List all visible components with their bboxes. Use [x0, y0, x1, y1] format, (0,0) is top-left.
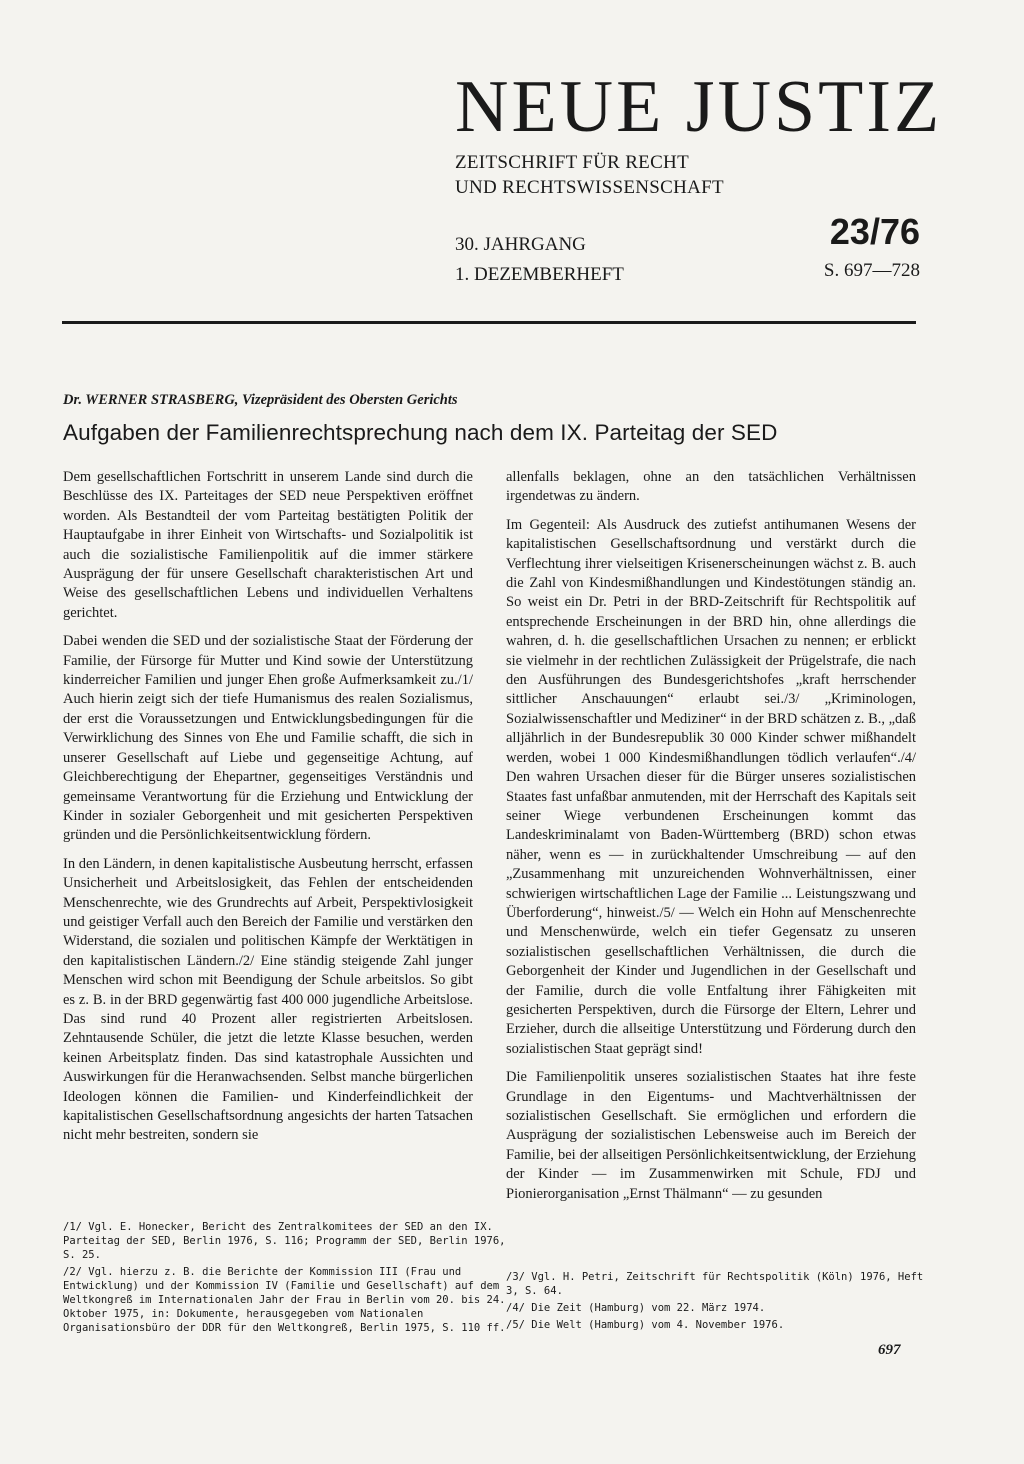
text-column-right [506, 468, 916, 1213]
subtitle-line-1: ZEITSCHRIFT FÜR RECHT [455, 152, 689, 173]
issue-info [455, 230, 624, 290]
paragraph: allenfalls beklagen, ohne an den tatsächlichen Verhältnissen irgendetwas zu ändern. [506, 469, 916, 505]
masthead [455, 66, 943, 200]
footnote: /2/ Vgl. hierzu z. B. die Berichte der Kommission III (Frau und Entwicklung) und der Kommission IV (Familie und Gesellschaft) auf dem Weltkongreß im Internationalen Jahr der Frau in Berlin vom 20. bis 24. Oktober 1975, in: Dokumente, herausgegeben vom Nationalen Organisationsbüro der DDR für den Weltkongreß, Berlin 1975, S. 110 ff. [63, 1266, 506, 1334]
volume-label: 30. JAHRGANG [455, 234, 586, 255]
footnote: /4/ Die Zeit (Hamburg) vom 22. März 1974. [506, 1302, 766, 1314]
paragraph: Die Familienpolitik unseres sozialistischen Staates hat ihre feste Grundlage in den Eigentums- und Machtverhältnissen der sozialistischen Gesellschaft. Sie ermöglichen und erfordern die Ausprägung der sozialistischen Lebensweise auch im Bereich der Familie, bei der allseitigen Persönlichkeitsentwicklung, der Erziehung der Kinder — im Zusammenwirken mit Schule, FDJ und Pionierorganisation „Ernst Thälmann“ — zu gesunden [506, 1069, 916, 1202]
page-number: 697 [878, 1342, 901, 1358]
footnote: /1/ Vgl. E. Honecker, Bericht des Zentralkomitees der SED an den IX. Parteitag der SED, Berlin 1976, S. 116; Programm der SED, Berlin 1976, S. 25. [63, 1221, 506, 1261]
paragraph: In den Ländern, in denen kapitalistische Ausbeutung herrscht, erfassen Unsicherheit und Arbeitslosigkeit, das Fehlen der entscheidenden Menschenrechte, wie des Grundrechts auf Arbeit, Perspektivlosigkeit und geistiger Verfall auch den Bereich der Familie und verstärken den Widerstand, die sozialen und politischen Kämpfe der Werktätigen in den kapitalistischen Ländern./2/ Eine ständig steigende Zahl junger Menschen wird schon mit Beendigung der Schule arbeitslos. So gibt es z. B. in der BRD gegenwärtig fast 400 000 jugendliche Arbeitslose. Das sind rund 40 Prozent aller registrierten Arbeitslosen. Zehntausende Schüler, die jetzt die letzte Klasse besuchen, werden keinen Arbeitsplatz finden. Das sind katastrophale Aussichten und Auswirkungen für die Heranwachsenden. Selbst manche bürgerlichen Ideologen können die Familien- und Kinderfeindlichkeit der kapitalistischen Gesellschaftsordnung angesichts der harten Tatsachen nicht mehr bestreiten, sondern sie [63, 855, 473, 1144]
issue-number: 23/76 [829, 211, 920, 252]
paragraph: Dabei wenden die SED und der sozialistische Staat der Förderung der Familie, der Fürsorge für Mutter und Kind sowie der Unterstützung kinderreicher Familien und junger Ehen große Aufmerksamkeit zu./1/ Auch hierin zeigt sich der tiefe Humanismus des realen Sozialismus, der erst die Voraussetzungen und Entwicklungsbedingungen für die Verwirklichung des Sinnes von Ehe und Familie schafft, die sich in unserer Gesellschaft auf Liebe und gegenseitige Achtung, auf Gleichberechtigung der Ehepartner, gegenseitiges Verständnis und gemeinsame Verantwortung für die Erziehung und Entwicklung der Kinder in sozialer Geborgenheit und mit gesicherten Perspektiven gründen und die Persönlichkeitsentwicklung fördern. [63, 633, 473, 844]
masthead-rule [62, 321, 916, 324]
article-title: Aufgaben der Familienrechtsprechung nach dem IX. Parteitag der SED [63, 420, 778, 445]
footnotes-right [506, 1270, 936, 1335]
journal-title: NEUE JUSTIZ [455, 66, 943, 148]
page-range: S. 697—728 [823, 260, 920, 281]
paragraph: Dem gesellschaftlichen Fortschritt in unserem Lande sind durch die Beschlüsse des IX. Parteitages der SED neue Perspektiven eröffnet worden. Als Bestandteil der vom Parteitag bestätigten Politik der Hauptaufgabe in ihrer Einheit von Wirtschafts- und Sozialpolitik ist auch die sozialistische Familienpolitik auf die immer stärkere Ausprägung der für unsere Gesellschaft charakteristischen Art und Weise des gesellschaftlichen Lebens und individuellen Verhaltens gerichtet. [63, 469, 473, 621]
footnotes-left [63, 1220, 508, 1338]
issue-name: 1. DEZEMBERHEFT [455, 264, 624, 285]
text-column-left [63, 468, 473, 1155]
article-author: Dr. WERNER STRASBERG, Vizepräsident des Obersten Gerichts [63, 392, 458, 408]
journal-subtitle [455, 150, 925, 200]
subtitle-line-2: UND RECHTSWISSENSCHAFT [455, 177, 724, 198]
paragraph: Im Gegenteil: Als Ausdruck des zutiefst antihumanen Wesens der kapitalistischen Gesellschaftsordnung und verstärkt durch die Verflechtung ihrer vielseitigen Krisenerscheinungen wächst z. B. auch die Zahl von Kindesmißhandlungen und Kindestötungen ständig an. So weist ein Dr. Petri in der BRD-Zeitschrift für Rechtspolitik auf entsprechende Erscheinungen in der BRD hin, ohne allerdings die wahren, d. h. die gesellschaftlichen Ursachen zu nennen; er erblickt sie vielmehr in der rechtlichen Zulässigkeit der Prügelstrafe, die nach den Ausführungen des Bundesgerichtshofes „kraft herrschender sittlicher Anschauungen“ erlaubt sei./3/ „Kriminologen, Sozialwissenschaftler und Mediziner“ in der BRD schätzen z. B., „daß alljährlich in der Bundesrepublik 30 000 Kinder schwer mißhandelt werden, wobei 1 000 Kindesmißhandlungen tödlich verlaufen“./4/ Den wahren Ursachen dieser für die Bürger unseres sozialistischen Staates fast unfaßbar anmutenden, mit der Herrschaft des Kapitals seit seiner Wiege verbundenen Erscheinungen kommt das Landeskriminalamt von Baden-Württemberg (BRD) schon etwas näher, wenn es — in zurückhaltender Umschreibung — auf den „Zusammenhang mit unzureichenden Wohnverhältnissen, einer schwierigen wirtschaftlichen Lage der Familie ... Leistungszwang und Überforderung“, hinweist./5/ — Welch ein Hohn auf Menschenrechte und Menschenwürde, welch ein tiefer Gegensatz zu unseren sozialistischen gesellschaftlichen Verhältnissen, die durch die Geborgenheit der Kinder und Jugendlichen in der Gesellschaft und der Familie, durch die volle Entfaltung ihrer Fähigkeiten mit gesicherten Perspektiven, durch die Fürsorge der Eltern, Lehrer und Erzieher, durch die allseitige Unterstützung und Förderung durch den sozialistischen Staat geprägt sind! [506, 516, 916, 1057]
footnote: /5/ Die Welt (Hamburg) vom 4. November 1976. [506, 1319, 785, 1331]
footnote: /3/ Vgl. H. Petri, Zeitschrift für Rechtspolitik (Köln) 1976, Heft 3, S. 64. [506, 1271, 924, 1297]
issue-number-block [780, 212, 920, 284]
